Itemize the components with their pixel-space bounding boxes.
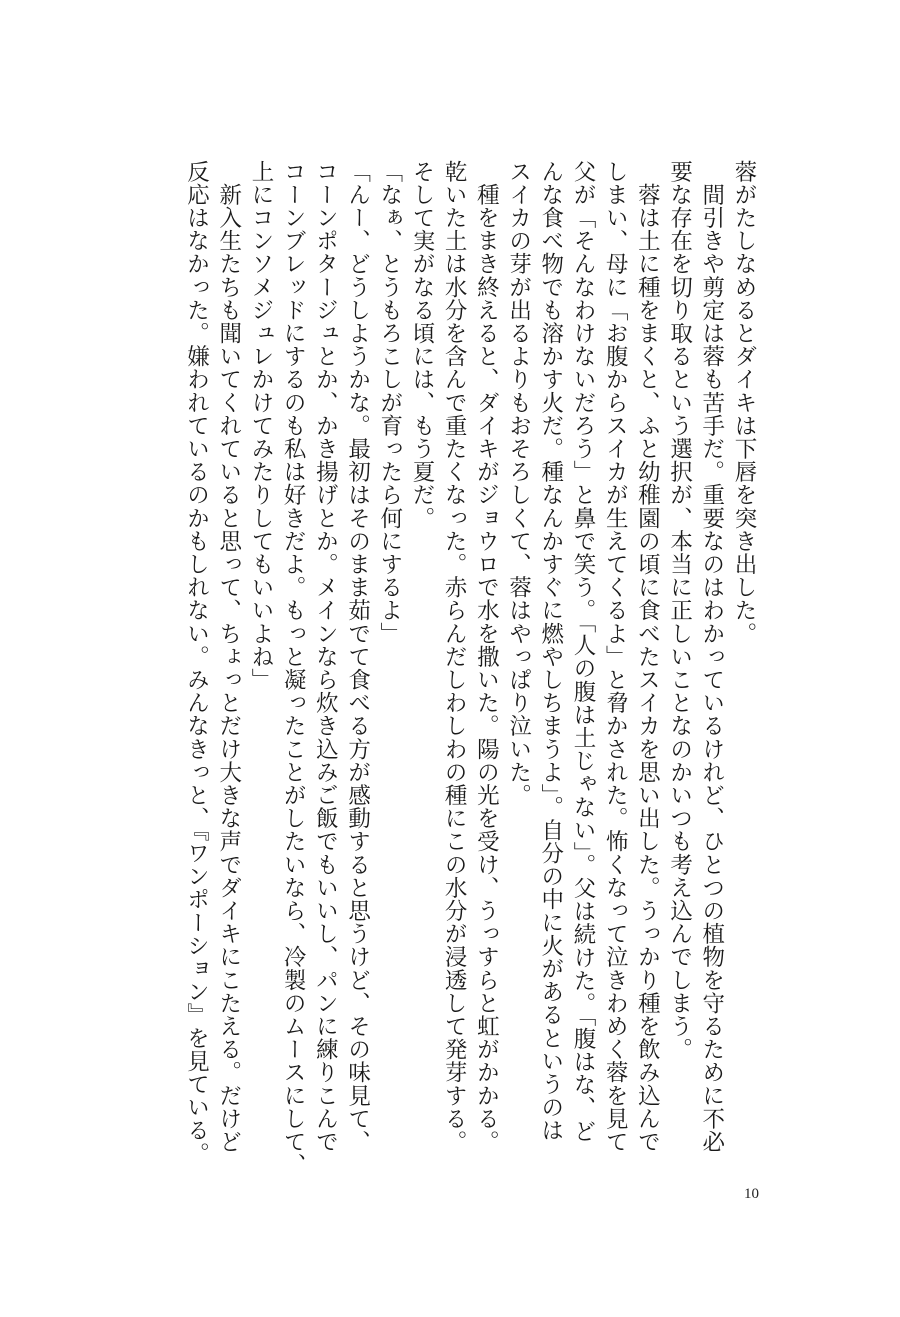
text-line: スイカの芽が出るよりもおそろしくて、蓉はやっぱり泣いた。 [505, 160, 532, 807]
text-line: 蓉がたしなめるとダイキは下唇を突き出した。 [731, 160, 757, 646]
text-line: 要な存在を切り取るという選択が、本当に正しいことなのかいつも考え込んでしまう。 [666, 160, 693, 1061]
text-line: 乾いた土は水分を含んで重たくなった。赤らんだしわしわの種にこの水分が浸透して発芽する。 [441, 160, 468, 1154]
text-line: 蓉は土に種をまくと、ふと幼稚園の頃に食べたスイカを思い出した。うっかり種を飲み込んで [634, 160, 661, 1154]
body-text-column [180, 160, 760, 1177]
text-line: 間引きや剪定は蓉も苦手だ。重要なのはわかっているけれど、ひとつの植物を守るために不必 [698, 160, 725, 1154]
text-line: んな食べ物でも溶かす火だ。種なんかすぐに燃やしちまうよ」。自分の中に火があるというのは [537, 160, 564, 1143]
text-line: 「んー、どうしようかな。最初はそのまま茹でて食べる方が感動すると思うけど、その味見て、 [344, 160, 371, 1154]
text-line: しまい、母に「お腹からスイカが生えてくるよ」と脅かされた。怖くなって泣きわめく蓉を見て [602, 160, 629, 1154]
text-line: 上にコンソメジュレかけてみたりしてもいいよね」 [247, 160, 274, 692]
text-line: 種をまき終えると、ダイキがジョウロで水を撒いた。陽の光を受け、うっすらと虹がかかる。 [473, 160, 500, 1154]
text-line: 反応はなかった。嫌われているのかもしれない。みんなきっと、『ワンポーション』を見ている。 [183, 160, 210, 1166]
text-line: 新入生たちも聞いてくれていると思って、ちょっとだけ大きな声でダイキにこたえる。だけど [215, 160, 242, 1154]
text-line: 「なぁ、とうもろこしが育ったら何にするよ」 [376, 160, 403, 646]
text-line: コーンポタージュとか、かき揚げとか。メインなら炊き込みご飯でもいいし、パンに練りこんで [312, 160, 339, 1154]
text-line: そして実がなる頃には、もう夏だ。 [408, 160, 435, 530]
page-number: 10 [744, 1186, 759, 1202]
text-line: コーンブレッドにするのも私は好きだよ。もっと凝ったことがしたいなら、冷製のムースにして、 [280, 160, 307, 1177]
text-line: 父が「そんなわけないだろう」と鼻で笑う。「人の腹は土じゃない」。父は続けた。「腹はな、ど [569, 160, 596, 1143]
